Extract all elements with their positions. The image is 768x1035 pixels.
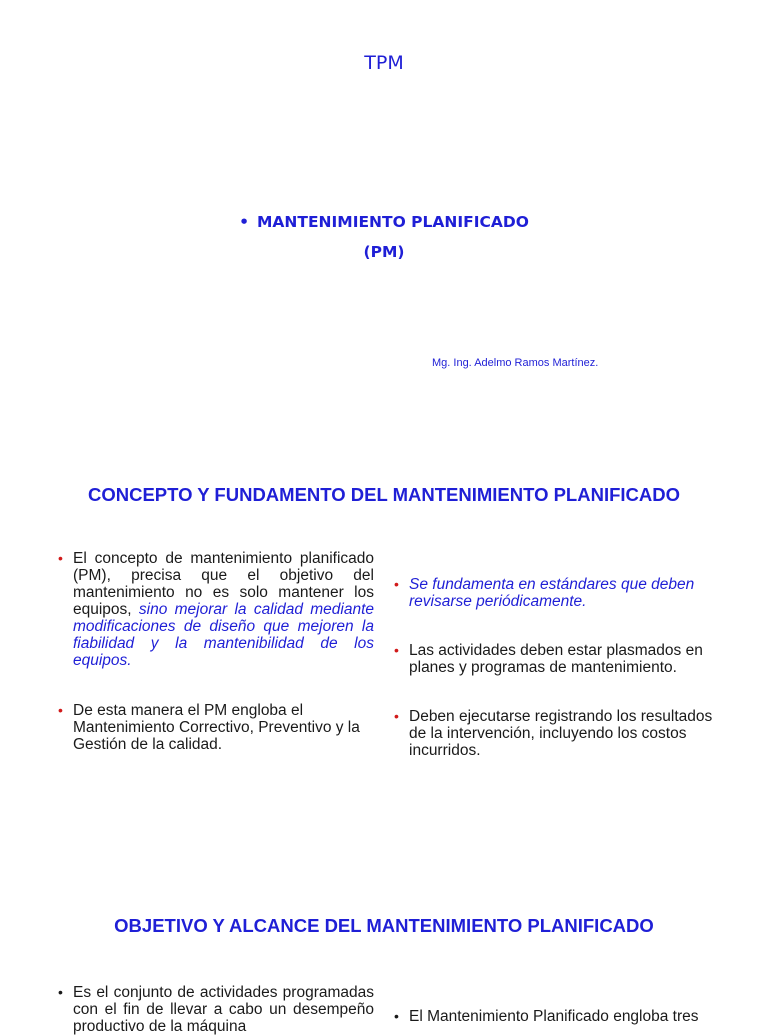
- section-heading-objetivo: OBJETIVO Y ALCANCE DEL MANTENIMIENTO PLANIFICADO: [114, 915, 654, 936]
- list-item: [56, 984, 374, 1035]
- bullet-icon: •: [394, 576, 399, 592]
- list-item: [392, 576, 722, 610]
- bullet-icon: •: [394, 708, 399, 724]
- list-item-text: Es el conjunto de actividades programadas con el fin de llevar a cabo un desempeño productivo de la máquina: [73, 984, 374, 1035]
- slide-heading-line1: [0, 213, 768, 231]
- bullet-list-left-2: [56, 984, 374, 1035]
- list-item: [392, 642, 722, 676]
- bullet-dot-icon: •: [239, 213, 249, 231]
- bullet-list-right: [392, 576, 722, 759]
- bullet-list-right-2: [392, 1008, 722, 1025]
- section-heading-concepto: CONCEPTO Y FUNDAMENTO DEL MANTENIMIENTO PLANIFICADO: [87, 484, 681, 505]
- bullet-icon: •: [394, 1008, 399, 1024]
- list-item: [56, 550, 374, 669]
- list-item: [56, 702, 374, 753]
- heading-text: MANTENIMIENTO PLANIFICADO: [256, 213, 529, 231]
- list-item-emphasis: sino mejorar la calidad mediante modificaciones de diseño que mejoren la fiabilidad y la mantenibilidad de los equipos.: [73, 601, 374, 669]
- list-item-emphasis: Se fundamenta en estándares que deben revisarse periódicamente.: [409, 576, 695, 610]
- bullet-list-left: [56, 550, 374, 753]
- list-item: [392, 708, 722, 759]
- list-item-text: Deben ejecutarse registrando los resultados de la intervención, incluyendo los costos incurridos.: [409, 708, 713, 759]
- list-item: [392, 1008, 722, 1025]
- bullet-icon: •: [394, 642, 399, 658]
- list-item-text: De esta manera el PM engloba el Mantenimiento Correctivo, Preventivo y la Gestión de la calidad.: [73, 702, 360, 753]
- slide-heading-line2: (PM): [363, 243, 405, 261]
- bullet-icon: •: [58, 550, 63, 566]
- bullet-icon: •: [58, 702, 63, 718]
- list-item-text: El concepto de mantenimiento planificado (PM), precisa que el objetivo del mantenimiento no es solo mantener los equipos,: [73, 550, 374, 618]
- list-item-text: Las actividades deben estar plasmados en planes y programas de mantenimiento.: [409, 642, 703, 676]
- list-item-text: El Mantenimiento Planificado engloba tres: [409, 1008, 699, 1025]
- slide-title: TPM: [364, 52, 404, 74]
- bullet-icon: •: [58, 984, 63, 1000]
- author-credit: Mg. Ing. Adelmo Ramos Martínez.: [432, 357, 599, 369]
